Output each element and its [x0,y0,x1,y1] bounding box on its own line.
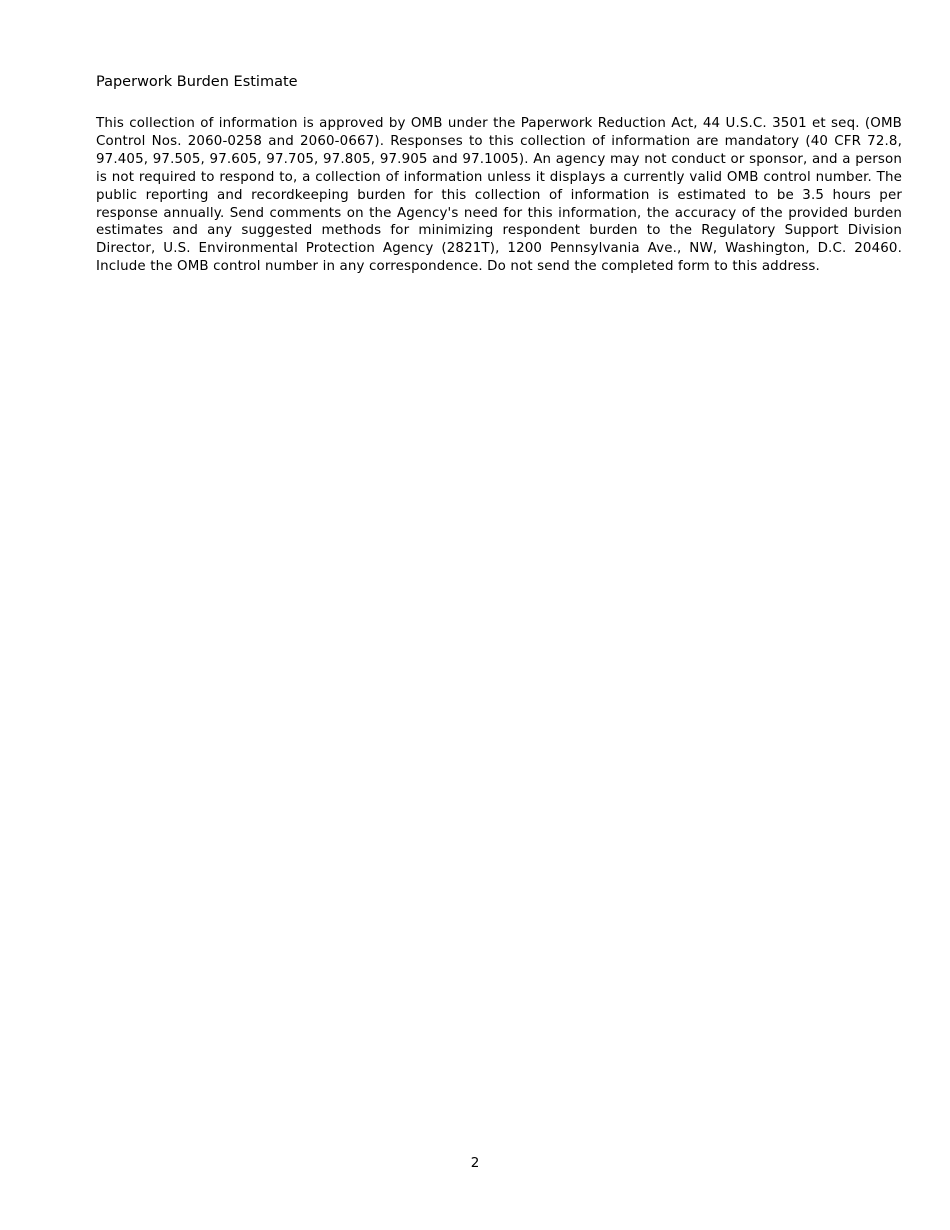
page-number: 2 [470,1155,480,1171]
burden-statement-paragraph: This collection of information is approved by OMB under the Paperwork Reduction Act, 44 U.S.C. 3501 et seq. (OMB Control Nos. 2060-0258 and 2060-0667). Responses to this collection of information are mandatory (40 CFR 72.8, 97.405, 97.505, 97.605, 97.705, 97.805, 97.905 and 97.1005). An agency may not conduct or sponsor, and a person is not required to respond to, a collection of information unless it displays a currently valid OMB control number. The public reporting and recordkeeping burden for this collection of information is estimated to be 3.5 hours per response annually. Send comments on the Agency's need for this information, the accuracy of the provided burden estimates and any suggested methods for minimizing respondent burden to the Regulatory Support Division Director, U.S. Environmental Protection Agency (2821T), 1200 Pennsylvania Ave., NW, Washington, D.C. 20460. Include the OMB control number in any correspondence. Do not send the completed form to this address. [96,116,902,275]
section-heading: Paperwork Burden Estimate [96,74,298,90]
